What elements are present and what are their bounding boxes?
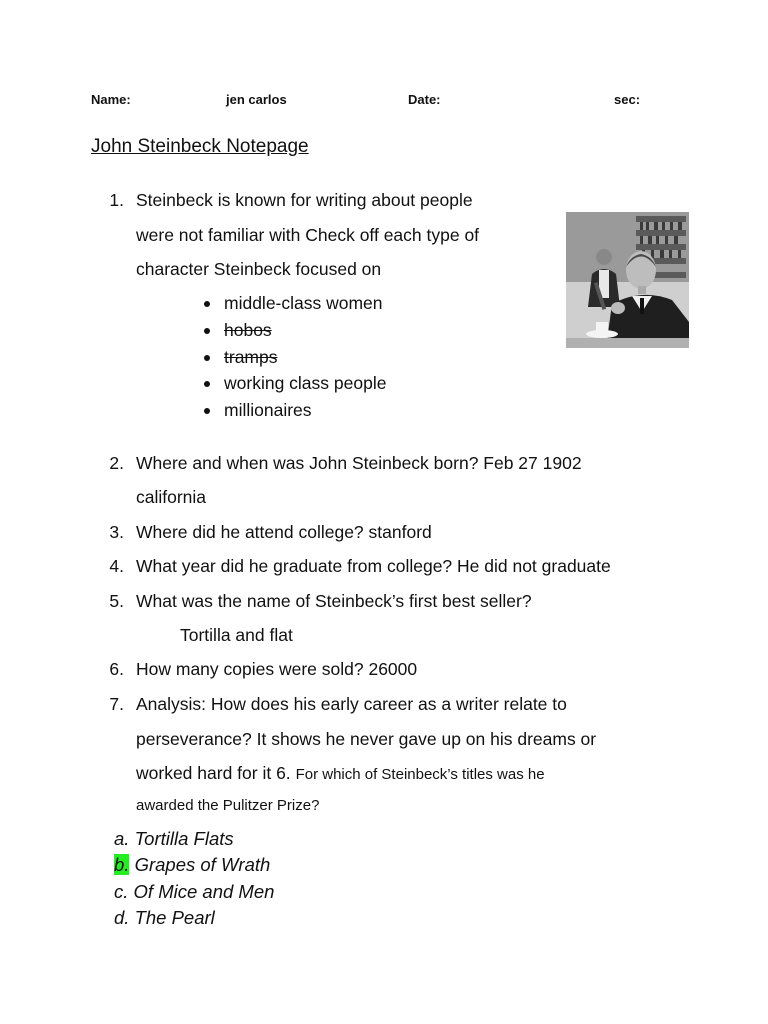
q5-answer: Tortilla and flat <box>180 625 293 645</box>
q3-text: Where did he attend college? stanford <box>136 522 432 542</box>
bullet-dot-icon <box>204 301 210 307</box>
inline-number: 6. <box>276 763 291 783</box>
q2-line2: california <box>136 487 207 507</box>
q1-line2: were not familiar with Check off each type of <box>136 225 480 245</box>
name-value: jen carlos <box>226 92 287 107</box>
q7-line3: worked hard for it 6. For which of Steinbeck’s titles was he <box>136 763 545 783</box>
q7-line4: awarded the Pulitzer Prize? <box>136 797 320 814</box>
q4-text: What year did he graduate from college? He did not graduate <box>136 556 611 576</box>
q4-number: 4. <box>109 556 124 576</box>
choice-item: c. Of Mice and Men <box>114 881 275 902</box>
q7-line2: perseverance? It shows he never gave up on his dreams or <box>136 729 597 749</box>
date-label: Date: <box>408 92 441 107</box>
bullet-item <box>204 347 277 368</box>
steinbeck-photo <box>566 212 689 348</box>
q2-number: 2. <box>109 453 124 473</box>
q5-line1: What was the name of Steinbeck’s first best seller? <box>136 591 532 611</box>
q7-line1: Analysis: How does his early career as a writer relate to <box>136 694 567 714</box>
bullet-dot-icon <box>204 355 210 361</box>
q6-number: 6. <box>109 659 124 679</box>
checked-off-text: hobos <box>224 320 272 340</box>
choice-item: a. Tortilla Flats <box>114 828 234 849</box>
q5-number: 5. <box>109 591 124 611</box>
q1-line1: Steinbeck is known for writing about people <box>136 190 473 210</box>
q3-number: 3. <box>109 522 124 542</box>
q7-number: 7. <box>109 694 124 714</box>
choice-item-selected: b. Grapes of Wrath <box>114 854 271 875</box>
bullet-dot-icon <box>204 381 210 387</box>
q6-text: How many copies were sold? 26000 <box>136 659 418 679</box>
q1-number: 1. <box>109 190 124 210</box>
name-label: Name: <box>91 92 131 107</box>
choice-item: d. The Pearl <box>114 907 215 928</box>
bullet-item: millionaires <box>204 400 312 421</box>
checked-off-text: tramps <box>224 347 278 367</box>
q2-line1: Where and when was John Steinbeck born? Feb 27 1902 <box>136 453 582 473</box>
bullet-item: middle-class women <box>204 293 383 314</box>
bullet-item <box>204 320 272 341</box>
sec-label: sec: <box>614 92 641 107</box>
bullet-dot-icon <box>204 328 210 334</box>
bullet-item: working class people <box>204 373 386 394</box>
page-title: John Steinbeck Notepage <box>91 136 309 157</box>
q1-line3: character Steinbeck focused on <box>136 259 382 279</box>
bullet-dot-icon <box>204 408 210 414</box>
selected-highlight: b. <box>114 854 130 875</box>
